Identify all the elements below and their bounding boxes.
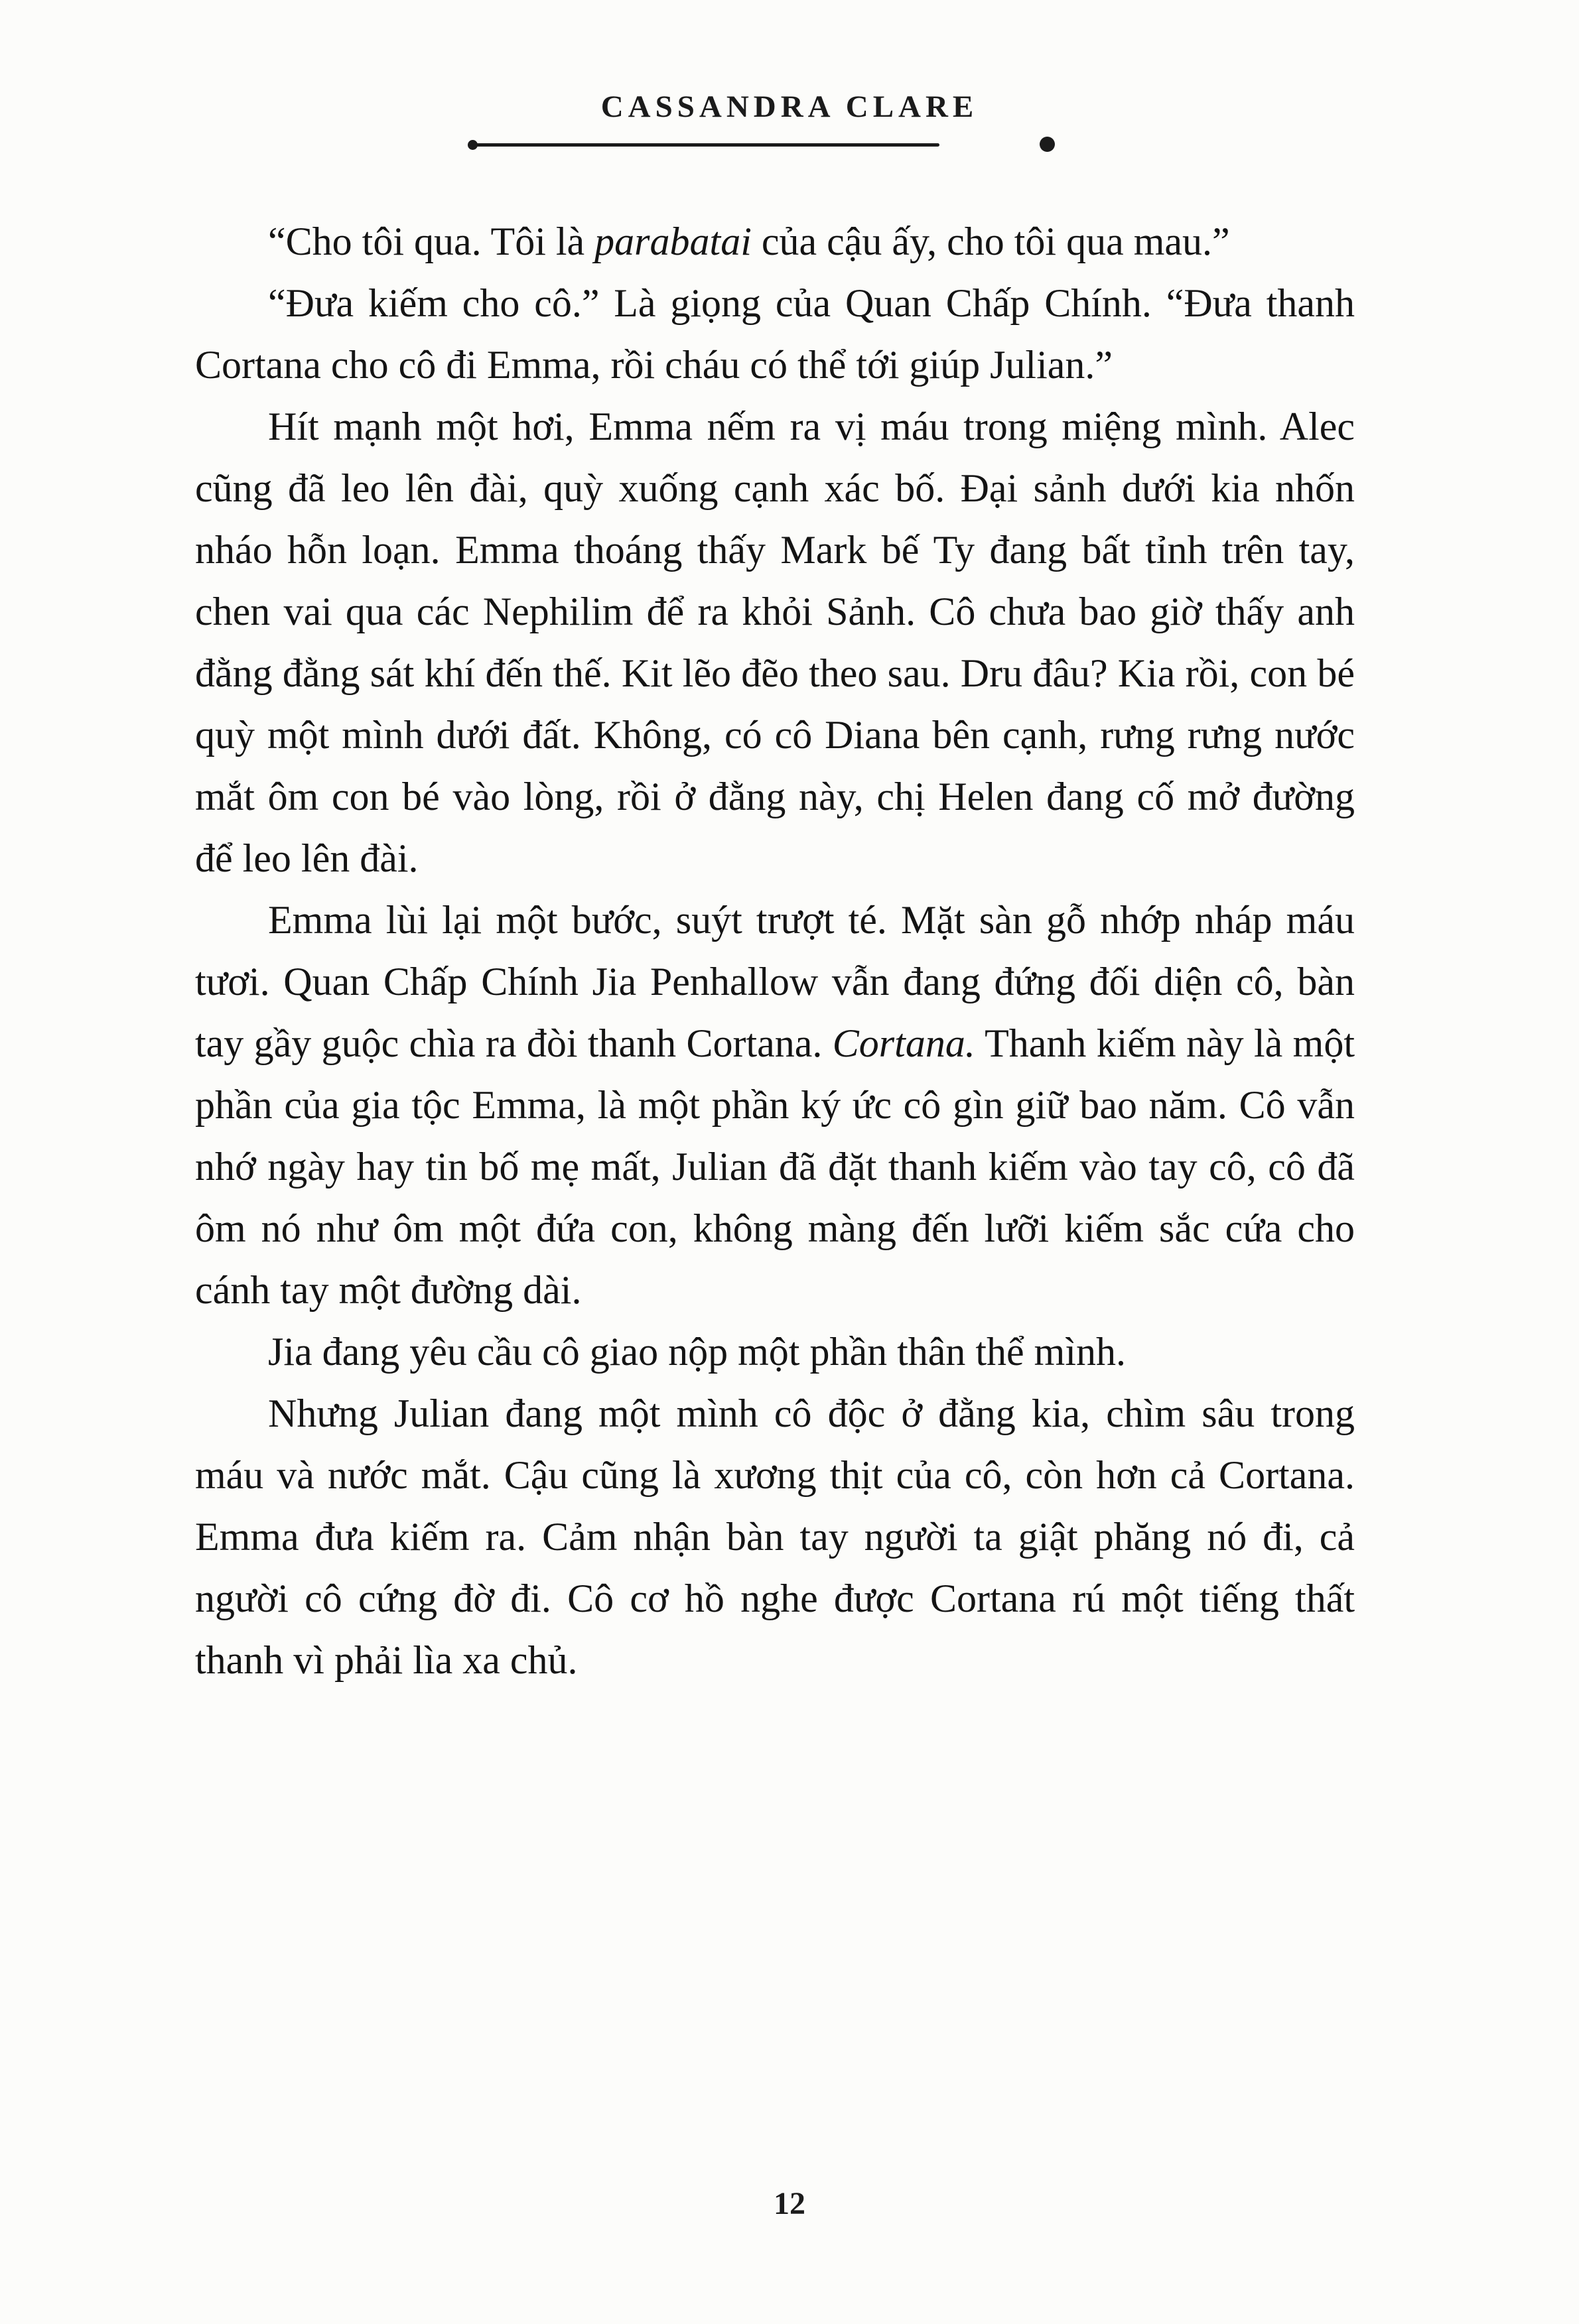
decorative-rule-line: [470, 143, 939, 147]
paragraph-dialogue-1: [195, 211, 1355, 273]
text-run: Emma lùi lại một bước, suýt trượt té. Mặt sàn gỗ nhớp nháp máu tươi. Quan Chấp Chính Jia Penhallow vẫn đang đứng đối diện cô, bàn tay gầy guộc chìa ra đòi thanh Cortana.: [195, 898, 1355, 1065]
decorative-rule-dot: [1040, 137, 1055, 152]
text-run: “Cho tôi qua. Tôi là: [268, 220, 595, 263]
page-number: 12: [774, 2186, 805, 2221]
paragraph-dialogue-2: “Đưa kiếm cho cô.” Là giọng của Quan Chấp Chính. “Đưa thanh Cortana cho cô đi Emma, rồi cháu có thể tới giúp Julian.”: [195, 281, 1355, 387]
italic-text-run: Cortana.: [832, 1021, 975, 1065]
text-run: của cậu ấy, cho tôi qua mau.”: [751, 220, 1230, 263]
page-body: [195, 211, 1355, 1691]
italic-text-run: parabatai: [594, 220, 752, 263]
author-name: CASSANDRA CLARE: [600, 90, 979, 124]
paragraph-narrative-3: Jia đang yêu cầu cô giao nộp một phần thân thể mình.: [268, 1330, 1127, 1374]
paragraph-narrative-1: Hít mạnh một hơi, Emma nếm ra vị máu trong miệng mình. Alec cũng đã leo lên đài, quỳ xuống cạnh xác bố. Đại sảnh dưới kia nhốn nháo hỗn loạn. Emma thoáng thấy Mark bế Ty đang bất tỉnh trên tay, chen vai qua các Nephilim để ra khỏi Sảnh. Cô chưa bao giờ thấy anh đằng đằng sát khí đến thế. Kit lẽo đẽo theo sau. Dru đâu? Kia rồi, con bé quỳ một mình dưới đất. Không, có cô Diana bên cạnh, rưng rưng nước mắt ôm con bé vào lòng, rồi ở đằng này, chị Helen đang cố mở đường để leo lên đài.: [195, 405, 1355, 880]
paragraph-narrative-2: [195, 889, 1355, 1321]
paragraph-narrative-4: Nhưng Julian đang một mình cô độc ở đằng kia, chìm sâu trong máu và nước mắt. Cậu cũng là xương thịt của cô, còn hơn cả Cortana. Emma đưa kiếm ra. Cảm nhận bàn tay người ta giật phăng nó đi, cả người cô cứng đờ đi. Cô cơ hồ nghe được Cortana rú một tiếng thất thanh vì phải lìa xa chủ.: [195, 1391, 1355, 1682]
text-run: Thanh kiếm này là một phần của gia tộc Emma, là một phần ký ức cô gìn giữ bao năm. Cô vẫn nhớ ngày hay tin bố mẹ mất, Julian đã đặt thanh kiếm vào tay cô, cô đã ôm nó như ôm một đứa con, không màng đến lưỡi kiếm sắc cứa cho cánh tay một đường dài.: [195, 1021, 1355, 1312]
